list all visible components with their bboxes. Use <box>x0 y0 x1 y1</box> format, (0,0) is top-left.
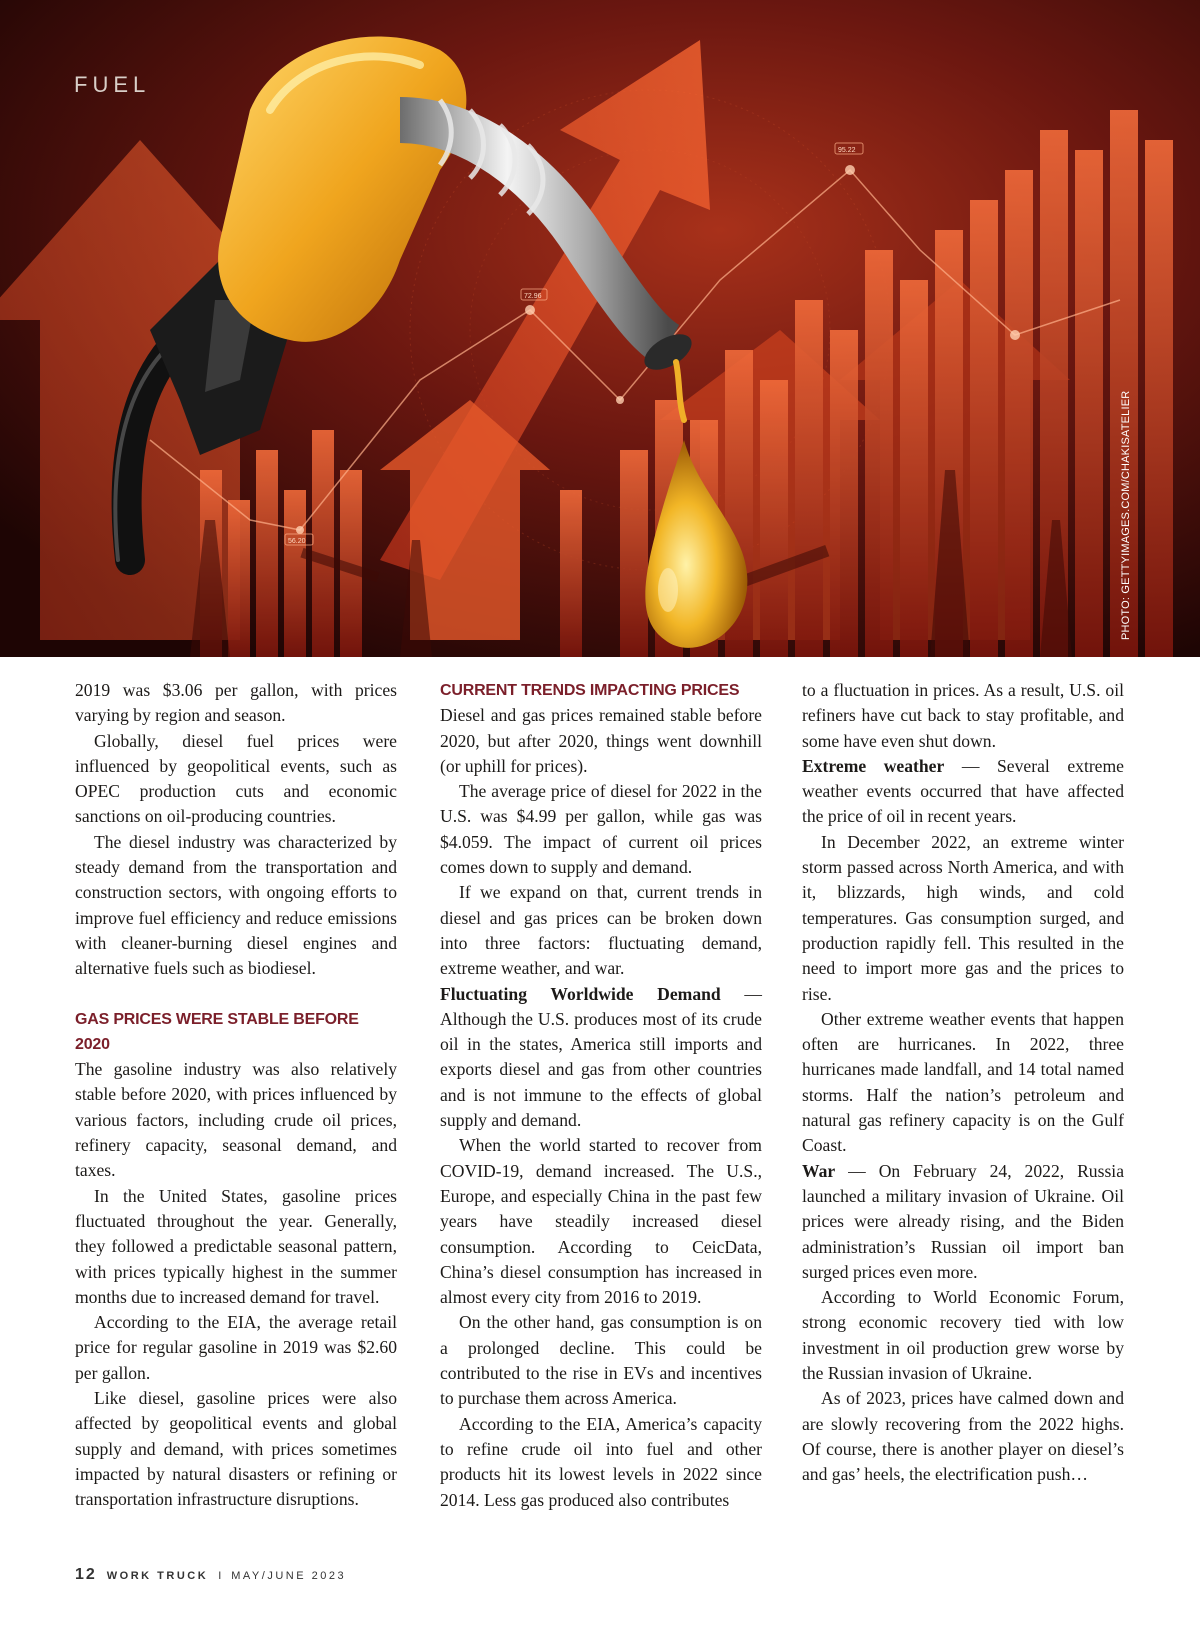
photo-credit: PHOTO: GETTYIMAGES.COM/CHAKISATELIER <box>1120 390 1132 640</box>
section-heading: CURRENT TRENDS IMPACTING PRICES <box>440 682 740 699</box>
price-tag: 56.20 <box>288 538 306 545</box>
paragraph: According to the EIA, America’s capacity to refine crude oil into fuel and other products hit its lowest levels in 2022 since 2014. Less gas produced also contributes <box>440 1413 762 1510</box>
page-footer <box>75 1566 346 1584</box>
article-column-1 <box>75 678 397 1513</box>
paragraph: Other extreme weather events that happen often are hurricanes. In 2022, three hurricanes made landfall, and 14 total named storms. Half the nation’s petroleum and natural gas refinery capacity is on the Gulf Coast. <box>802 1008 1124 1156</box>
price-tag: 95.22 <box>838 147 856 154</box>
paragraph: As of 2023, prices have calmed down and are slowly recovering from the 2022 highs. Of course, there is another player on diesel’s and gas’ heels, the electrification push… <box>802 1388 1124 1485</box>
article-column-3 <box>802 678 1124 1488</box>
paragraph: In December 2022, an extreme winter storm passed across North America, and with it, blizzards, high winds, and cold temperatures. Gas consumption surged, and production rapidly fell. This resulted in the need to import more gas and the prices to rise. <box>802 831 1124 1004</box>
issue-date: MAY/JUNE 2023 <box>231 1570 347 1582</box>
paragraph: The average price of diesel for 2022 in the U.S. was $4.99 per gallon, while gas was $4.059. The impact of current oil prices comes down to supply and demand. <box>440 781 762 878</box>
paragraph: Like diesel, gasoline prices were also affected by geopolitical events and global supply and demand, with prices sometimes impacted by natural disasters or refining or transportation infrastructure disruptions. <box>75 1388 397 1510</box>
paragraph: 2019 was $3.06 per gallon, with prices varying by region and season. <box>75 680 397 726</box>
run-in-heading: Fluctuating Worldwide Demand <box>440 983 721 1004</box>
paragraph <box>802 1159 1124 1285</box>
paragraph <box>440 982 762 1134</box>
paragraph: Globally, diesel fuel prices were influenced by geopolitical events, such as OPEC production cuts and economic sanctions on oil-producing countries. <box>75 730 397 827</box>
paragraph: On the other hand, gas consumption is on a prolonged decline. This could be contributed to the rise in EVs and incentives to purchase them across America. <box>440 1312 762 1409</box>
paragraph: In the United States, gasoline prices fluctuated throughout the year. Generally, they followed a predictable seasonal pattern, with prices typically highest in the summer months due to increased demand for travel. <box>75 1185 397 1307</box>
magazine-name: WORK TRUCK <box>106 1570 209 1582</box>
paragraph-text: — On February 24, 2022, Russia launched a military invasion of Ukraine. Oil prices were already rising, and the Biden administration’s Russian oil import ban surged prices even more. <box>802 1160 1124 1282</box>
run-in-heading: Extreme weather <box>802 755 945 776</box>
paragraph: When the world started to recover from COVID-19, demand increased. The U.S., Europe, and especially China in the past few years have steadily increased diesel consumption. According to CeicData, China’s diesel consumption has increased in almost every city from 2016 to 2019. <box>440 1135 762 1308</box>
article-column-2 <box>440 678 762 1513</box>
section-heading: GAS PRICES WERE STABLE BEFORE 2020 <box>75 1010 359 1053</box>
run-in-heading: War <box>802 1160 836 1181</box>
section-label: FUEL <box>74 72 151 97</box>
fuel-price-illustration <box>0 0 1200 657</box>
paragraph: According to World Economic Forum, strong economic recovery tied with low investment in oil production grew worse by the Russian invasion of Ukraine. <box>802 1287 1124 1384</box>
hero-image <box>0 0 1200 657</box>
paragraph-text: — Although the U.S. produces most of its crude oil in the states, America still imports and exports diesel and gas from other countries and is not immune to the effects of global supply and demand. <box>440 983 762 1131</box>
paragraph: to a fluctuation in prices. As a result, U.S. oil refiners have cut back to stay profitable, and some have even shut down. <box>802 680 1124 751</box>
price-tag: 72.96 <box>524 293 542 300</box>
paragraph <box>802 754 1124 830</box>
footer-separator: I <box>218 1570 222 1582</box>
paragraph-text: — Several extreme weather events occurred that have affected the price of oil in recent years. <box>802 755 1124 827</box>
page-number: 12 <box>75 1566 97 1583</box>
paragraph: If we expand on that, current trends in diesel and gas prices can be broken down into three factors: fluctuating demand, extreme weather, and war. <box>440 882 762 979</box>
paragraph: The diesel industry was characterized by steady demand from the transportation and construction sectors, with ongoing efforts to improve fuel efficiency and reduce emissions with cleaner-burning diesel engines and alternative fuels such as biodiesel. <box>75 831 397 979</box>
paragraph: According to the EIA, the average retail price for regular gasoline in 2019 was $2.60 per gallon. <box>75 1312 397 1383</box>
paragraph: Diesel and gas prices remained stable before 2020, but after 2020, things went downhill (or uphill for prices). <box>440 705 762 776</box>
paragraph: The gasoline industry was also relatively stable before 2020, with prices influenced by various factors, including crude oil prices, refinery capacity, seasonal demand, and taxes. <box>75 1059 397 1181</box>
